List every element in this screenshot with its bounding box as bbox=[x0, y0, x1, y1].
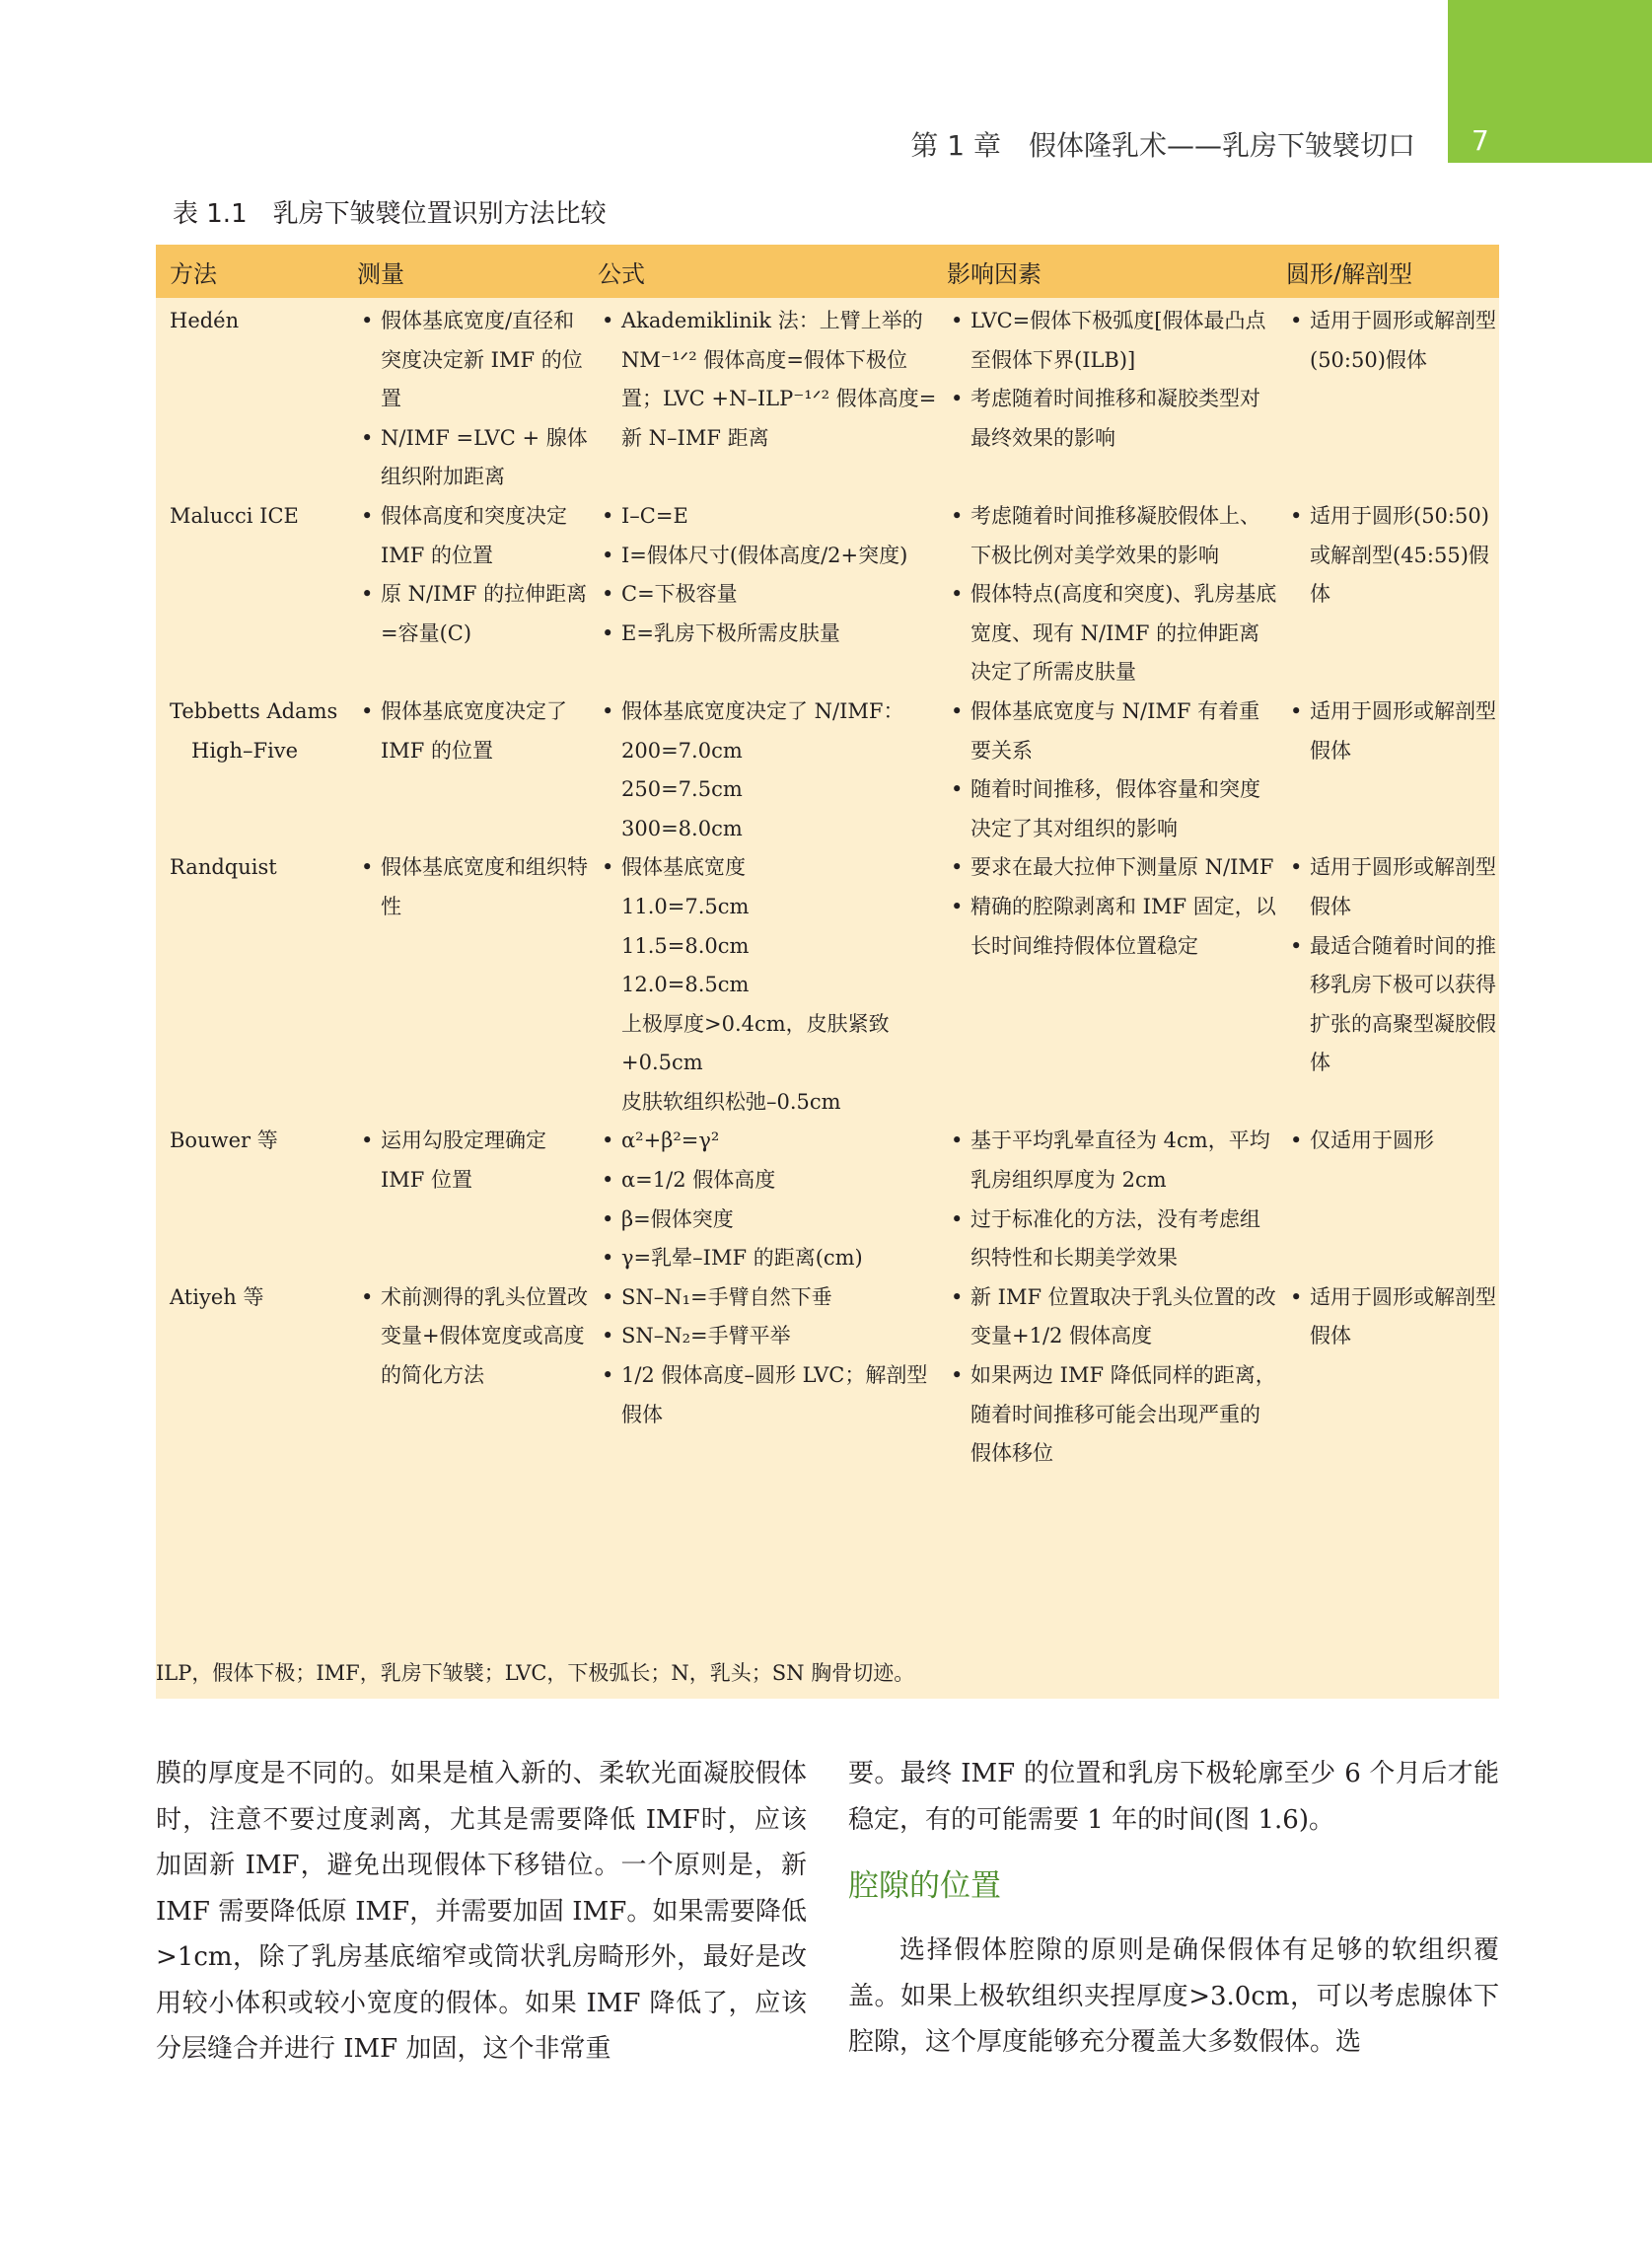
bullet-item: • 假体基底宽度决定了 N/IMF： bbox=[598, 692, 939, 732]
bullet-item: • 运用勾股定理确定 IMF 位置 bbox=[357, 1122, 590, 1200]
method-name: Malucci ICE bbox=[170, 503, 299, 528]
measurement-cell bbox=[349, 692, 590, 848]
header-measurement: 测量 bbox=[357, 259, 404, 288]
bullet-item: • 假体基底宽度和组织特性 bbox=[357, 848, 590, 926]
shape-cell bbox=[1278, 497, 1499, 692]
method-cell bbox=[156, 302, 349, 497]
method-cell bbox=[156, 848, 349, 1122]
table-body bbox=[156, 298, 1499, 1699]
bullet-item: • 假体基底宽度/直径和突度决定新 IMF 的位置 bbox=[357, 302, 590, 419]
bullet-item: • 假体高度和突度决定 IMF 的位置 bbox=[357, 497, 590, 575]
shape-cell bbox=[1278, 848, 1499, 1122]
factors-cell bbox=[939, 497, 1278, 692]
bullet-item: • β=假体突度 bbox=[598, 1201, 939, 1240]
shape-cell bbox=[1278, 302, 1499, 497]
table-row bbox=[156, 692, 1499, 848]
method-cell bbox=[156, 1122, 349, 1277]
header-formula: 公式 bbox=[598, 259, 645, 288]
table-row bbox=[156, 1278, 1499, 1474]
page-number: 7 bbox=[1472, 124, 1489, 157]
bullet-item: • α=1/2 假体高度 bbox=[598, 1161, 939, 1201]
measurement-cell bbox=[349, 302, 590, 497]
body-column-right bbox=[848, 1751, 1499, 2066]
method-name: Bouwer 等 bbox=[170, 1129, 278, 1153]
body-paragraph: 膜的厚度是不同的。如果是植入新的、柔软光面凝胶假体时，注意不要过度剥离，尤其是需要降低 IMF时，应该加固新 IMF，避免出现假体下移错位。一个原则是，新 IMF 需要降低原 IMF，并需要加固 IMF。如果需要降低>1cm，除了乳房基底缩窄或筒状乳房畸形外，最好是改用较小体积或较小宽度的假体。如果 IMF 降低了，应该分层缝合并进行 IMF 加固，这个非常重 bbox=[156, 1759, 807, 2064]
table-caption: 表 1.1 乳房下皱襞位置识别方法比较 bbox=[173, 199, 607, 229]
bullet-item: • 术前测得的乳头位置改变量+假体宽度或高度的简化方法 bbox=[357, 1278, 590, 1396]
table-row bbox=[156, 1122, 1499, 1277]
bullet-item: • 随着时间推移，假体容量和突度决定了其对组织的影响 bbox=[947, 770, 1278, 848]
bullet-item: • 假体基底宽度与 N/IMF 有着重要关系 bbox=[947, 692, 1278, 770]
factors-cell bbox=[939, 848, 1278, 1122]
shape-cell bbox=[1278, 1122, 1499, 1277]
shape-cell bbox=[1278, 692, 1499, 848]
factors-cell bbox=[939, 1122, 1278, 1277]
bullet-item: • 最适合随着时间的推移乳房下极可以获得扩张的高聚型凝胶假体 bbox=[1286, 927, 1499, 1083]
bullet-item: • α²+β²=γ² bbox=[598, 1122, 939, 1161]
measurement-cell bbox=[349, 1278, 590, 1474]
table-row bbox=[156, 302, 1499, 497]
bullet-item: • γ=乳晕–IMF 的距离(cm) bbox=[598, 1239, 939, 1278]
factors-cell bbox=[939, 302, 1278, 497]
header-factors: 影响因素 bbox=[947, 259, 1041, 288]
bullet-item: • SN–N₂=手臂平举 bbox=[598, 1317, 939, 1356]
formula-cell bbox=[590, 302, 939, 497]
bullet-item: • 适用于圆形或解剖型假体 bbox=[1286, 1278, 1499, 1356]
table-header bbox=[156, 245, 1499, 298]
formula-line: 11.5=8.0cm bbox=[621, 933, 750, 958]
bullet-item: • 考虑随着时间推移和凝胶类型对最终效果的影响 bbox=[947, 380, 1278, 458]
method-cell bbox=[156, 692, 349, 848]
bullet-item: • LVC=假体下极弧度[假体最凸点至假体下界(ILB)] bbox=[947, 302, 1278, 380]
bullet-item: • 原 N/IMF 的拉伸距离=容量(C) bbox=[357, 575, 590, 653]
body-column-left bbox=[156, 1751, 807, 2073]
bullet-item: • C=下极容量 bbox=[598, 575, 939, 615]
bullet-item: • Akademiklinik 法：上臂上举的 NM⁻¹ᐟ² 假体高度=假体下极位置；LVC +N–ILP⁻¹ᐟ² 假体高度=新 N–IMF 距离 bbox=[598, 302, 939, 458]
method-cell bbox=[156, 1278, 349, 1474]
bullet-item: • 适用于圆形或解剖型假体 bbox=[1286, 848, 1499, 926]
measurement-cell bbox=[349, 497, 590, 692]
bullet-item: • 新 IMF 位置取决于乳头位置的改变量+1/2 假体高度 bbox=[947, 1278, 1278, 1356]
table-row bbox=[156, 497, 1499, 692]
measurement-cell bbox=[349, 848, 590, 1122]
formula-line: 250=7.5cm bbox=[621, 777, 743, 802]
bullet-item: • SN–N₁=手臂自然下垂 bbox=[598, 1278, 939, 1318]
table-footnote: ILP，假体下极；IMF，乳房下皱襞；LVC，下极弧长；N，乳头；SN 胸骨切迹。 bbox=[156, 1661, 915, 1685]
shape-cell bbox=[1278, 1278, 1499, 1474]
bullet-item: • E=乳房下极所需皮肤量 bbox=[598, 615, 939, 654]
bullet-item: • 考虑随着时间推移凝胶假体上、下极比例对美学效果的影响 bbox=[947, 497, 1278, 575]
bullet-item: • N/IMF =LVC + 腺体组织附加距离 bbox=[357, 419, 590, 497]
measurement-cell bbox=[349, 1122, 590, 1277]
header-method: 方法 bbox=[170, 259, 217, 288]
comparison-table bbox=[156, 245, 1499, 1699]
running-head: 第 1 章 假体隆乳术——乳房下皱襞切口 bbox=[910, 129, 1415, 162]
factors-cell bbox=[939, 1278, 1278, 1474]
section-heading: 腔隙的位置 bbox=[848, 1868, 1001, 1904]
bullet-item: • 1/2 假体高度–圆形 LVC；解剖型假体 bbox=[598, 1356, 939, 1434]
bullet-item: • I–C=E bbox=[598, 497, 939, 537]
bullet-item: • 要求在最大拉伸下测量原 N/IMF bbox=[947, 848, 1278, 888]
table-row bbox=[156, 848, 1499, 1122]
bullet-item: • 如果两边 IMF 降低同样的距离，随着时间推移可能会出现严重的假体移位 bbox=[947, 1356, 1278, 1474]
bullet-item: • 仅适用于圆形 bbox=[1286, 1122, 1499, 1161]
method-name: Tebbetts Adams bbox=[170, 698, 338, 723]
formula-line: 上极厚度>0.4cm，皮肤紧致+0.5cm bbox=[621, 1011, 890, 1075]
method-name: Hedén bbox=[170, 309, 240, 332]
formula-line: 300=8.0cm bbox=[621, 816, 743, 840]
bullet-item: • 适用于圆形(50:50)或解剖型(45:55)假体 bbox=[1286, 497, 1499, 615]
bullet-item: • I=假体尺寸(假体高度/2+突度) bbox=[598, 537, 939, 576]
bullet-item: • 精确的腔隙剥离和 IMF 固定，以长时间维持假体位置稳定 bbox=[947, 888, 1278, 966]
formula-line: 200=7.0cm bbox=[621, 738, 743, 763]
method-name: Randquist bbox=[170, 855, 277, 880]
method-name: Atiyeh 等 bbox=[170, 1284, 264, 1309]
bullet-item: • 适用于圆形或解剖型(50:50)假体 bbox=[1286, 302, 1499, 380]
bullet-item: • 适用于圆形或解剖型假体 bbox=[1286, 692, 1499, 770]
method-cell bbox=[156, 497, 349, 692]
formula-cell bbox=[590, 848, 939, 1122]
formula-line: 12.0=8.5cm bbox=[621, 973, 750, 997]
bullet-item: • 假体特点(高度和突度)、乳房基底宽度、现有 N/IMF 的拉伸距离决定了所需皮肤量 bbox=[947, 575, 1278, 692]
bullet-item: • 假体基底宽度决定了 IMF 的位置 bbox=[357, 692, 590, 770]
method-name-line2: High–Five bbox=[191, 738, 299, 763]
formula-cell bbox=[590, 1278, 939, 1474]
bullet-item: • 过于标准化的方法，没有考虑组织特性和长期美学效果 bbox=[947, 1201, 1278, 1278]
formula-line: 皮肤软组织松弛–0.5cm bbox=[621, 1089, 841, 1114]
bullet-item: • 假体基底宽度 bbox=[598, 848, 939, 888]
formula-cell bbox=[590, 1122, 939, 1277]
formula-cell bbox=[590, 497, 939, 692]
body-paragraph: 选择假体腔隙的原则是确保假体有足够的软组织覆盖。如果上极软组织夹捏厚度>3.0cm，可以考虑腺体下腔隙，这个厚度能够充分覆盖大多数假体。选 bbox=[848, 1935, 1499, 2057]
body-paragraph: 要。最终 IMF 的位置和乳房下极轮廓至少 6 个月后才能稳定，有的可能需要 1 年的时间(图 1.6)。 bbox=[848, 1759, 1499, 1835]
formula-cell bbox=[590, 692, 939, 848]
factors-cell bbox=[939, 692, 1278, 848]
header-shape: 圆形/解剖型 bbox=[1286, 259, 1413, 288]
formula-line: 11.0=7.5cm bbox=[621, 894, 750, 918]
bullet-item: • 基于平均乳晕直径为 4cm，平均乳房组织厚度为 2cm bbox=[947, 1122, 1278, 1200]
